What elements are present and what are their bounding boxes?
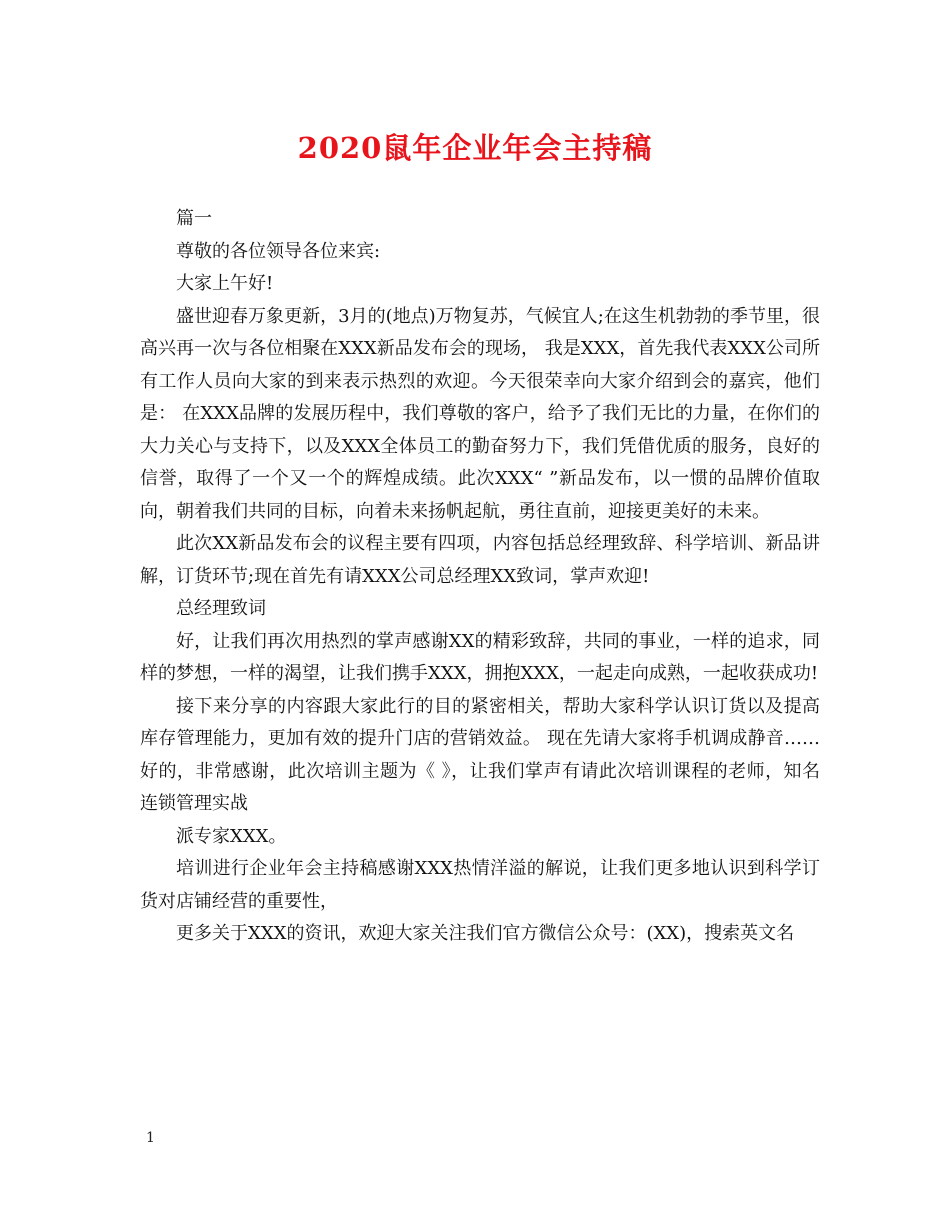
section-label: 总经理致词 [176, 598, 266, 619]
paragraph: 好，让我们再次用热烈的掌声感谢XX的精彩致辞，共同的事业，一样的追求，同样的梦想，一样的渴望，让我们携手XXX，拥抱XXX，一起走向成熟，一起收获成功! [140, 630, 820, 684]
paragraph: 接下来分享的内容跟大家此行的目的紧密相关，帮助大家科学认识订货以及提高库存管理能力，更加有效的提升门店的营销效益。 现在先请大家将手机调成静音……好的，非常感谢，此次培训主题为《 》，让我们掌声有请此次培训课程的老师，知名连锁管理实战 [140, 695, 820, 814]
page-number: 1 [146, 1130, 155, 1146]
salutation: 尊敬的各位领导各位来宾: [176, 240, 381, 262]
paragraph: 盛世迎春万象更新，3月的(地点)万物复苏，气候宜人;在这生机勃勃的季节里，很高兴再一次与各位相聚在XXX新品发布会的现场， 我是XXX，首先我代表XXX公司所有工作人员向大家的到来表示热烈的欢迎。今天很荣幸向大家介绍到会的嘉宾，他们是： 在XXX品牌的发展历程中，我们尊敬的客户，给予了我们无比的力量，在你们的大力关心与支持下，以及XXX全体员工的勤奋努力下，我们凭借优质的服务，良好的信誉，取得了一个又一个的辉煌成绩。此次XXX“ ”新品发布，以一惯的品牌价值取向，朝着我们共同的目标，向着未来扬帆起航，勇往直前，迎接更美好的未来。 [140, 305, 820, 522]
greeting: 大家上午好! [176, 273, 274, 294]
paragraph: 派专家XXX。 [176, 825, 287, 847]
paragraph: 培训进行企业年会主持稿感谢XXX热情洋溢的解说，让我们更多地认识到科学订货对店铺经营的重要性， [140, 858, 820, 912]
document-body [140, 203, 820, 951]
section-heading: 篇一 [176, 208, 212, 229]
paragraph: 更多关于XXX的资讯，欢迎大家关注我们官方微信公众号：(XX)，搜索英文名 [176, 923, 795, 944]
document-title: 2020鼠年企业年会主持稿 [297, 131, 653, 165]
paragraph: 此次XX新品发布会的议程主要有四项，内容包括总经理致辞、科学培训、新品讲解，订货环节;现在首先有请XXX公司总经理XX致词，掌声欢迎! [140, 533, 820, 587]
